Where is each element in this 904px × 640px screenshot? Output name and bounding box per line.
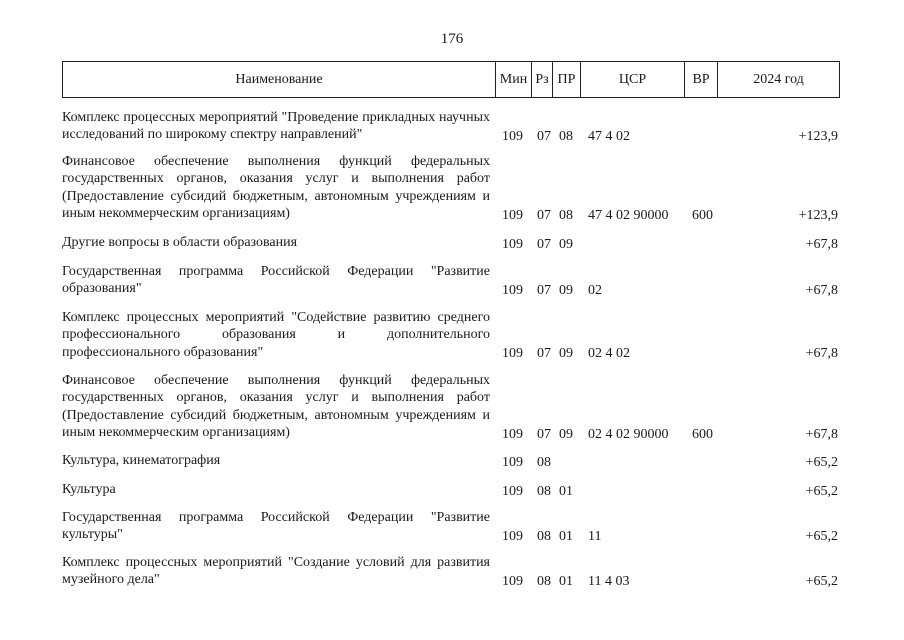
row-sum: +65,2 xyxy=(805,574,838,589)
row-pr: 01 xyxy=(559,529,573,544)
row-pr: 09 xyxy=(559,346,573,361)
header-min: Мин xyxy=(496,62,532,98)
row-sum: +67,8 xyxy=(805,346,838,361)
row-pr: 01 xyxy=(559,484,573,499)
row-pr: 09 xyxy=(559,237,573,252)
row-min: 109 xyxy=(502,529,523,544)
row-vr: 600 xyxy=(692,427,713,442)
row-pr: 09 xyxy=(559,283,573,298)
row-name: Государственная программа Российской Федерации "Развитие образования" xyxy=(62,264,490,297)
header-vr: ВР xyxy=(685,62,718,98)
table-row xyxy=(0,263,904,299)
row-min: 109 xyxy=(502,484,523,499)
row-sum: +67,8 xyxy=(805,283,838,298)
table-row xyxy=(0,509,904,545)
row-pr: 08 xyxy=(559,129,573,144)
table-row xyxy=(0,554,904,590)
table-row xyxy=(0,452,904,471)
row-name: Культура xyxy=(62,482,116,497)
row-rz: 07 xyxy=(537,427,551,442)
row-csr: 47 4 02 xyxy=(588,129,630,144)
row-rz: 08 xyxy=(537,484,551,499)
row-rz: 07 xyxy=(537,208,551,223)
row-min: 109 xyxy=(502,455,523,470)
row-csr: 11 4 03 xyxy=(588,574,630,589)
row-name: Культура, кинематография xyxy=(62,453,221,468)
row-csr: 11 xyxy=(588,529,602,544)
row-rz: 08 xyxy=(537,574,551,589)
row-min: 109 xyxy=(502,574,523,589)
table-row xyxy=(0,234,904,253)
header-name: Наименование xyxy=(63,62,496,98)
row-csr: 02 xyxy=(588,283,602,298)
table-header xyxy=(62,61,840,98)
row-csr: 02 4 02 xyxy=(588,346,630,361)
row-rz: 07 xyxy=(537,129,551,144)
header-rz: Рз xyxy=(532,62,553,98)
row-rz: 07 xyxy=(537,346,551,361)
row-pr: 08 xyxy=(559,208,573,223)
row-csr: 47 4 02 90000 xyxy=(588,208,669,223)
row-min: 109 xyxy=(502,427,523,442)
row-sum: +67,8 xyxy=(805,237,838,252)
header-year: 2024 год xyxy=(718,62,840,98)
row-name: Финансовое обеспечение выполнения функций федеральных государственных органов, оказания услуг и выполнения работ (Предоставление субсидий бюджетным, автономным учреждениям и иным некоммерческим организациям) xyxy=(62,154,490,222)
row-csr: 02 4 02 90000 xyxy=(588,427,669,442)
row-pr: 09 xyxy=(559,427,573,442)
row-sum: +123,9 xyxy=(798,208,838,223)
table-row xyxy=(0,481,904,500)
row-name: Государственная программа Российской Федерации "Развитие культуры" xyxy=(62,510,490,543)
row-rz: 08 xyxy=(537,455,551,470)
row-vr: 600 xyxy=(692,208,713,223)
page-number: 176 xyxy=(440,31,464,47)
row-sum: +65,2 xyxy=(805,455,838,470)
table-row xyxy=(0,109,904,145)
table-row xyxy=(0,153,904,224)
row-name: Комплекс процессных мероприятий "Проведение прикладных научных исследований по широкому спектру направлений" xyxy=(62,110,490,143)
row-min: 109 xyxy=(502,346,523,361)
row-min: 109 xyxy=(502,208,523,223)
row-min: 109 xyxy=(502,129,523,144)
row-name: Комплекс процессных мероприятий "Создание условий для развития музейного дела" xyxy=(62,555,490,588)
header-csr: ЦСР xyxy=(581,62,685,98)
row-sum: +67,8 xyxy=(805,427,838,442)
row-rz: 07 xyxy=(537,283,551,298)
row-sum: +123,9 xyxy=(798,129,838,144)
row-name: Финансовое обеспечение выполнения функций федеральных государственных органов, оказания услуг и выполнения работ (Предоставление субсидий бюджетным, автономным учреждениям и иным некоммерческим организациям) xyxy=(62,373,490,441)
row-pr: 01 xyxy=(559,574,573,589)
row-min: 109 xyxy=(502,237,523,252)
row-sum: +65,2 xyxy=(805,529,838,544)
table-row xyxy=(0,372,904,443)
header-pr: ПР xyxy=(553,62,581,98)
row-rz: 08 xyxy=(537,529,551,544)
row-name: Другие вопросы в области образования xyxy=(62,235,298,250)
table-row xyxy=(0,309,904,362)
row-name: Комплекс процессных мероприятий "Содействие развитию среднего профессионального образования и дополнительного профессионального образования" xyxy=(62,310,490,360)
row-min: 109 xyxy=(502,283,523,298)
row-sum: +65,2 xyxy=(805,484,838,499)
row-rz: 07 xyxy=(537,237,551,252)
